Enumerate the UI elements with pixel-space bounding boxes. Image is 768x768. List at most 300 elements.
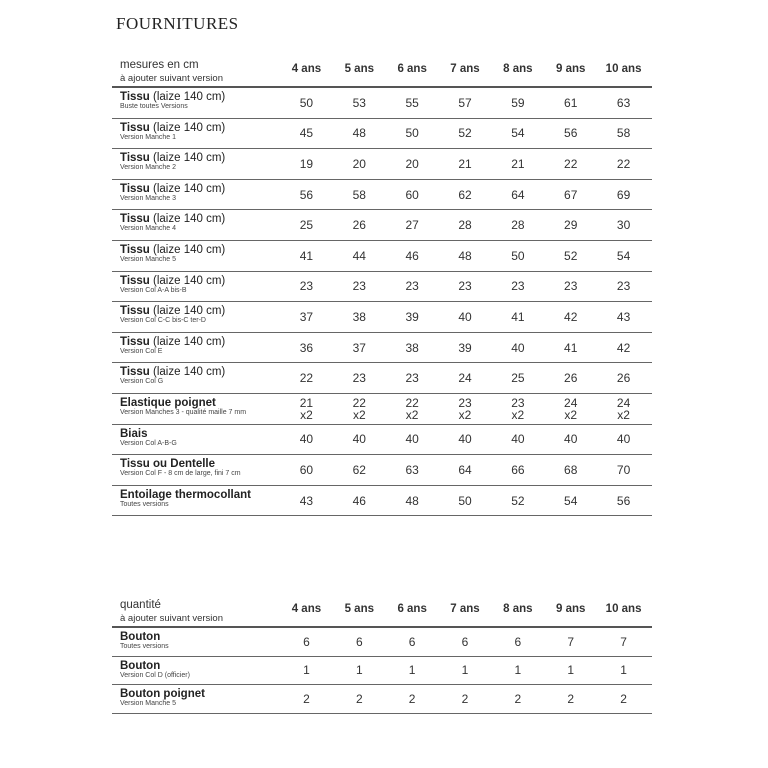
value-cell	[491, 149, 544, 179]
row-values	[280, 455, 650, 485]
value-cell	[439, 149, 492, 179]
value-cell	[333, 657, 386, 685]
cell-value: 28	[458, 218, 472, 233]
row-title-detail: (laize 140 cm)	[149, 274, 226, 287]
cell-value: 40	[458, 309, 472, 324]
row-title-bold: Tissu	[120, 274, 150, 287]
cell-value: 52	[511, 493, 525, 508]
cell-value: 6	[514, 634, 522, 649]
row-title	[120, 213, 288, 225]
value-cell	[491, 88, 544, 118]
cell-value: 6	[355, 634, 363, 649]
row-title	[120, 489, 288, 501]
row-label	[120, 458, 288, 478]
column-header: 5 ans	[344, 63, 374, 75]
cell-value: 44	[352, 248, 366, 263]
row-title-bold: Tissu	[120, 305, 150, 318]
cell-value: 41	[564, 340, 578, 355]
value-cell	[280, 302, 333, 332]
cell-value: 1	[567, 663, 575, 678]
row-subtitle: Version Manche 3	[120, 194, 177, 202]
cell-value: 26	[564, 371, 578, 386]
table-header	[112, 596, 652, 628]
row-subtitle: Toutes versions	[120, 500, 169, 508]
value-cell	[597, 241, 650, 271]
value-cell	[597, 272, 650, 302]
value-cell	[333, 333, 386, 363]
cell-value: 7	[567, 634, 575, 649]
cell-value: 23	[458, 395, 472, 410]
row-title-detail: (laize 140 cm)	[149, 182, 226, 195]
cell-value: 46	[405, 248, 419, 263]
row-label	[120, 152, 288, 172]
row-values	[280, 657, 650, 685]
value-cell	[544, 180, 597, 210]
value-cell	[280, 425, 333, 455]
cell-value: 60	[405, 187, 419, 202]
cell-value: 36	[299, 340, 314, 355]
value-cell	[280, 149, 333, 179]
value-cell	[280, 180, 333, 210]
column-header: 9 ans	[556, 63, 586, 75]
row-label	[120, 660, 288, 680]
value-cell	[439, 628, 492, 656]
size-columns	[280, 603, 650, 615]
value-cell	[333, 685, 386, 713]
cell-value: 60	[299, 462, 314, 477]
cell-value: 70	[616, 462, 631, 477]
row-title	[120, 458, 288, 470]
row-title-bold: Bouton	[120, 659, 161, 672]
value-cell	[333, 628, 386, 656]
cell-value: 55	[405, 95, 419, 110]
cell-value: 2	[461, 691, 469, 706]
cell-value: 43	[299, 493, 314, 508]
cell-value: 53	[352, 95, 366, 110]
row-title-bold: Biais	[120, 427, 148, 440]
fabric-requirements-table	[112, 56, 652, 516]
cell-value: 62	[458, 187, 472, 202]
value-cell	[439, 685, 492, 713]
row-subtitle: Version Col D (officier)	[120, 671, 190, 679]
value-cell	[544, 272, 597, 302]
value-cell	[333, 363, 386, 393]
row-title	[120, 336, 288, 348]
table-row	[112, 241, 652, 272]
cell-value: 23	[616, 279, 631, 294]
value-cell	[280, 685, 333, 713]
row-title-bold: Tissu	[120, 91, 150, 103]
cell-value: 2	[355, 691, 363, 706]
cell-value: 41	[299, 248, 314, 263]
value-cell	[280, 119, 333, 149]
value-cell	[544, 210, 597, 240]
value-cell	[439, 302, 492, 332]
value-cell	[491, 119, 544, 149]
column-header: 6 ans	[397, 603, 427, 615]
value-cell	[544, 425, 597, 455]
row-subtitle: Version Col F - 8 cm de large, fini 7 cm	[120, 470, 241, 478]
value-cell	[491, 685, 544, 713]
value-cell	[386, 302, 439, 332]
cell-value: 40	[299, 432, 314, 447]
page-title: FOURNITURES	[116, 14, 239, 33]
table-row	[112, 685, 652, 714]
value-cell	[439, 333, 492, 363]
cell-value: 37	[299, 309, 314, 324]
value-cell	[597, 685, 650, 713]
column-header: 9 ans	[556, 603, 586, 615]
value-cell	[280, 486, 333, 516]
cell-value: 62	[352, 462, 366, 477]
cell-value: 23	[458, 279, 472, 294]
value-cell	[597, 394, 650, 424]
value-cell	[280, 455, 333, 485]
value-cell	[386, 88, 439, 118]
cell-multiplier: x2	[300, 407, 313, 422]
value-cell	[386, 394, 439, 424]
row-title-bold: Tissu	[120, 152, 150, 165]
row-title-detail: (laize 140 cm)	[149, 305, 226, 318]
row-title	[120, 660, 288, 672]
cell-value: 54	[616, 248, 631, 263]
row-subtitle: Version Col E	[120, 347, 163, 355]
table-row	[112, 149, 652, 180]
cell-value: 1	[514, 663, 522, 678]
value-cell	[597, 210, 650, 240]
row-title-detail: (laize 140 cm)	[149, 152, 226, 165]
row-title	[120, 122, 288, 134]
column-header: 8 ans	[503, 603, 533, 615]
cell-value: 39	[458, 340, 472, 355]
row-title	[120, 428, 288, 440]
value-cell	[280, 272, 333, 302]
cell-value: 61	[564, 95, 578, 110]
row-label	[120, 91, 288, 111]
cell-value: 40	[511, 432, 525, 447]
cell-value: 63	[616, 95, 631, 110]
row-title	[120, 631, 288, 643]
value-cell	[491, 425, 544, 455]
cell-value: 23	[511, 279, 525, 294]
value-cell	[439, 180, 492, 210]
row-title	[120, 366, 288, 378]
table-row	[112, 302, 652, 333]
cell-value: 57	[458, 95, 472, 110]
cell-value: 2	[567, 691, 575, 706]
table-row	[112, 425, 652, 456]
value-cell	[333, 88, 386, 118]
row-title-bold: Tissu	[120, 182, 150, 195]
cell-value: 50	[458, 493, 472, 508]
column-header: 8 ans	[503, 63, 533, 75]
cell-value: 48	[352, 126, 366, 141]
row-label	[120, 428, 288, 448]
value-cell	[439, 455, 492, 485]
cell-multiplier: x2	[617, 407, 630, 422]
value-cell	[280, 363, 333, 393]
cell-value: 38	[405, 340, 419, 355]
row-label	[120, 366, 288, 386]
value-cell	[491, 657, 544, 685]
value-cell	[386, 119, 439, 149]
value-cell	[597, 119, 650, 149]
cell-value: 43	[616, 309, 631, 324]
cell-value: 54	[511, 126, 525, 141]
value-cell	[386, 657, 439, 685]
cell-value: 52	[564, 248, 578, 263]
row-label	[120, 631, 288, 651]
row-subtitle: Version Manche 4	[120, 225, 177, 233]
cell-value: 6	[303, 634, 310, 649]
column-header: 7 ans	[450, 63, 480, 75]
row-title-bold: Tissu ou Dentelle	[120, 458, 216, 471]
table-row	[112, 119, 652, 150]
value-cell	[386, 272, 439, 302]
notions-quantity-table	[112, 596, 652, 714]
cell-value: 22	[405, 395, 419, 410]
row-label	[120, 183, 288, 203]
row-title-bold: Tissu	[120, 366, 150, 379]
cell-multiplier: x2	[405, 407, 419, 422]
table-row	[112, 210, 652, 241]
value-cell	[333, 180, 386, 210]
row-values	[280, 628, 650, 656]
value-cell	[544, 119, 597, 149]
cell-value: 37	[352, 340, 366, 355]
cell-multiplier: x2	[352, 407, 366, 422]
value-cell	[597, 363, 650, 393]
cell-value: 22	[299, 371, 314, 386]
column-header: 6 ans	[397, 63, 427, 75]
value-cell	[439, 241, 492, 271]
row-subtitle: Version Manche 5	[120, 255, 177, 263]
value-cell	[280, 394, 333, 424]
row-values	[280, 272, 650, 302]
value-cell	[386, 210, 439, 240]
table-body	[112, 628, 652, 714]
row-label	[120, 336, 288, 356]
row-values	[280, 210, 650, 240]
cell-value: 48	[458, 248, 472, 263]
cell-value: 50	[511, 248, 525, 263]
value-cell	[491, 272, 544, 302]
value-cell	[544, 455, 597, 485]
cell-value: 56	[299, 187, 314, 202]
cell-value: 20	[352, 156, 366, 171]
row-values	[280, 394, 650, 424]
value-cell	[544, 333, 597, 363]
cell-value: 64	[458, 462, 472, 477]
cell-value: 19	[299, 156, 314, 171]
value-cell	[491, 210, 544, 240]
value-cell	[386, 486, 439, 516]
value-cell	[491, 628, 544, 656]
cell-value: 7	[620, 634, 627, 649]
value-cell	[491, 486, 544, 516]
row-label	[120, 305, 288, 325]
value-cell	[439, 272, 492, 302]
cell-value: 59	[511, 95, 525, 110]
row-subtitle: Version Col G	[120, 378, 164, 386]
cell-value: 54	[564, 493, 578, 508]
cell-value: 2	[408, 691, 416, 706]
cell-value: 39	[405, 309, 419, 324]
value-cell	[491, 302, 544, 332]
value-cell	[544, 241, 597, 271]
row-title-detail: (laize 140 cm)	[149, 335, 226, 348]
value-cell	[544, 685, 597, 713]
value-cell	[597, 180, 650, 210]
row-subtitle: Version Manches 3 - qualité maille 7 mm	[120, 408, 247, 416]
column-header: 4 ans	[291, 603, 322, 615]
value-cell	[544, 88, 597, 118]
cell-value: 68	[564, 462, 578, 477]
value-cell	[333, 149, 386, 179]
cell-value: 40	[511, 340, 525, 355]
value-cell	[597, 425, 650, 455]
cell-value: 6	[408, 634, 416, 649]
row-values	[280, 363, 650, 393]
value-cell	[333, 394, 386, 424]
value-cell	[597, 455, 650, 485]
header-label: mesures en cm	[120, 59, 199, 71]
row-subtitle: Version Manche 5	[120, 700, 177, 707]
row-subtitle: Version Col A-A bis-B	[120, 286, 187, 294]
row-title-detail: (laize 140 cm)	[149, 243, 226, 256]
cell-value: 56	[564, 126, 578, 141]
value-cell	[544, 363, 597, 393]
cell-value: 42	[564, 309, 578, 324]
value-cell	[386, 180, 439, 210]
cell-value: 41	[511, 309, 525, 324]
cell-value: 23	[405, 279, 419, 294]
row-title	[120, 244, 288, 256]
cell-value: 58	[352, 187, 366, 202]
value-cell	[597, 149, 650, 179]
cell-value: 69	[616, 187, 631, 202]
value-cell	[491, 333, 544, 363]
cell-value: 26	[352, 218, 366, 233]
cell-value: 58	[616, 126, 631, 141]
value-cell	[544, 628, 597, 656]
value-cell	[386, 628, 439, 656]
column-header: 4 ans	[291, 63, 322, 75]
row-title	[120, 152, 288, 164]
table-row	[112, 657, 652, 686]
header-sublabel: à ajouter suivant version	[120, 73, 223, 84]
value-cell	[333, 119, 386, 149]
cell-value: 24	[458, 371, 472, 386]
row-values	[280, 333, 650, 363]
value-cell	[439, 119, 492, 149]
cell-value: 1	[461, 663, 469, 678]
value-cell	[544, 486, 597, 516]
row-title-bold: Elastique poignet	[120, 396, 216, 409]
table-body	[112, 88, 652, 516]
cell-multiplier: x2	[564, 407, 578, 422]
value-cell	[439, 88, 492, 118]
value-cell	[491, 394, 544, 424]
cell-value: 45	[299, 126, 314, 141]
row-title	[120, 183, 288, 195]
cell-value: 1	[355, 663, 363, 678]
cell-value: 21	[458, 156, 472, 171]
cell-value: 22	[616, 156, 631, 171]
value-cell	[333, 455, 386, 485]
cell-value: 1	[303, 663, 310, 678]
row-values	[280, 425, 650, 455]
value-cell	[597, 657, 650, 685]
table-row	[112, 363, 652, 394]
header-label: quantité	[120, 599, 161, 611]
column-header: 10 ans	[605, 63, 642, 75]
value-cell	[597, 486, 650, 516]
row-label	[120, 213, 288, 233]
value-cell	[597, 302, 650, 332]
column-header: 7 ans	[450, 603, 480, 615]
row-title-bold: Bouton poignet	[120, 688, 205, 700]
row-title-detail: (laize 140 cm)	[149, 213, 226, 226]
value-cell	[491, 363, 544, 393]
value-cell	[597, 628, 650, 656]
cell-value: 50	[299, 95, 314, 110]
cell-value: 21	[299, 395, 314, 410]
cell-value: 66	[511, 462, 525, 477]
cell-value: 2	[620, 691, 627, 706]
row-subtitle: Version Col C-C bis-C ter-D	[120, 317, 206, 325]
cell-value: 27	[405, 218, 419, 233]
value-cell	[386, 685, 439, 713]
row-title-detail: (laize 140 cm)	[149, 91, 226, 103]
cell-value: 64	[511, 187, 525, 202]
cell-value: 23	[352, 279, 366, 294]
value-cell	[439, 363, 492, 393]
value-cell	[439, 210, 492, 240]
cell-value: 24	[616, 395, 631, 410]
header-sublabel: à ajouter suivant version	[120, 613, 223, 624]
cell-value: 29	[564, 218, 578, 233]
cell-value: 38	[352, 309, 366, 324]
row-subtitle: Buste toutes Versions	[120, 103, 188, 110]
value-cell	[386, 363, 439, 393]
cell-value: 52	[458, 126, 472, 141]
row-label	[120, 244, 288, 264]
value-cell	[439, 394, 492, 424]
value-cell	[439, 425, 492, 455]
row-label	[120, 275, 288, 295]
table-row	[112, 272, 652, 303]
table-row	[112, 628, 652, 657]
cell-value: 50	[405, 126, 419, 141]
cell-value: 63	[405, 462, 419, 477]
cell-value: 40	[458, 432, 472, 447]
row-title	[120, 397, 288, 409]
cell-value: 22	[564, 156, 578, 171]
table-row	[112, 455, 652, 486]
cell-value: 40	[352, 432, 366, 447]
cell-value: 22	[352, 395, 366, 410]
row-title	[120, 91, 288, 103]
cell-value: 23	[511, 395, 525, 410]
value-cell	[333, 302, 386, 332]
row-values	[280, 241, 650, 271]
cell-value: 21	[511, 156, 525, 171]
size-columns	[280, 63, 650, 75]
row-title-detail: (laize 140 cm)	[149, 366, 226, 379]
cell-value: 26	[616, 371, 631, 386]
cell-value: 2	[514, 691, 522, 706]
